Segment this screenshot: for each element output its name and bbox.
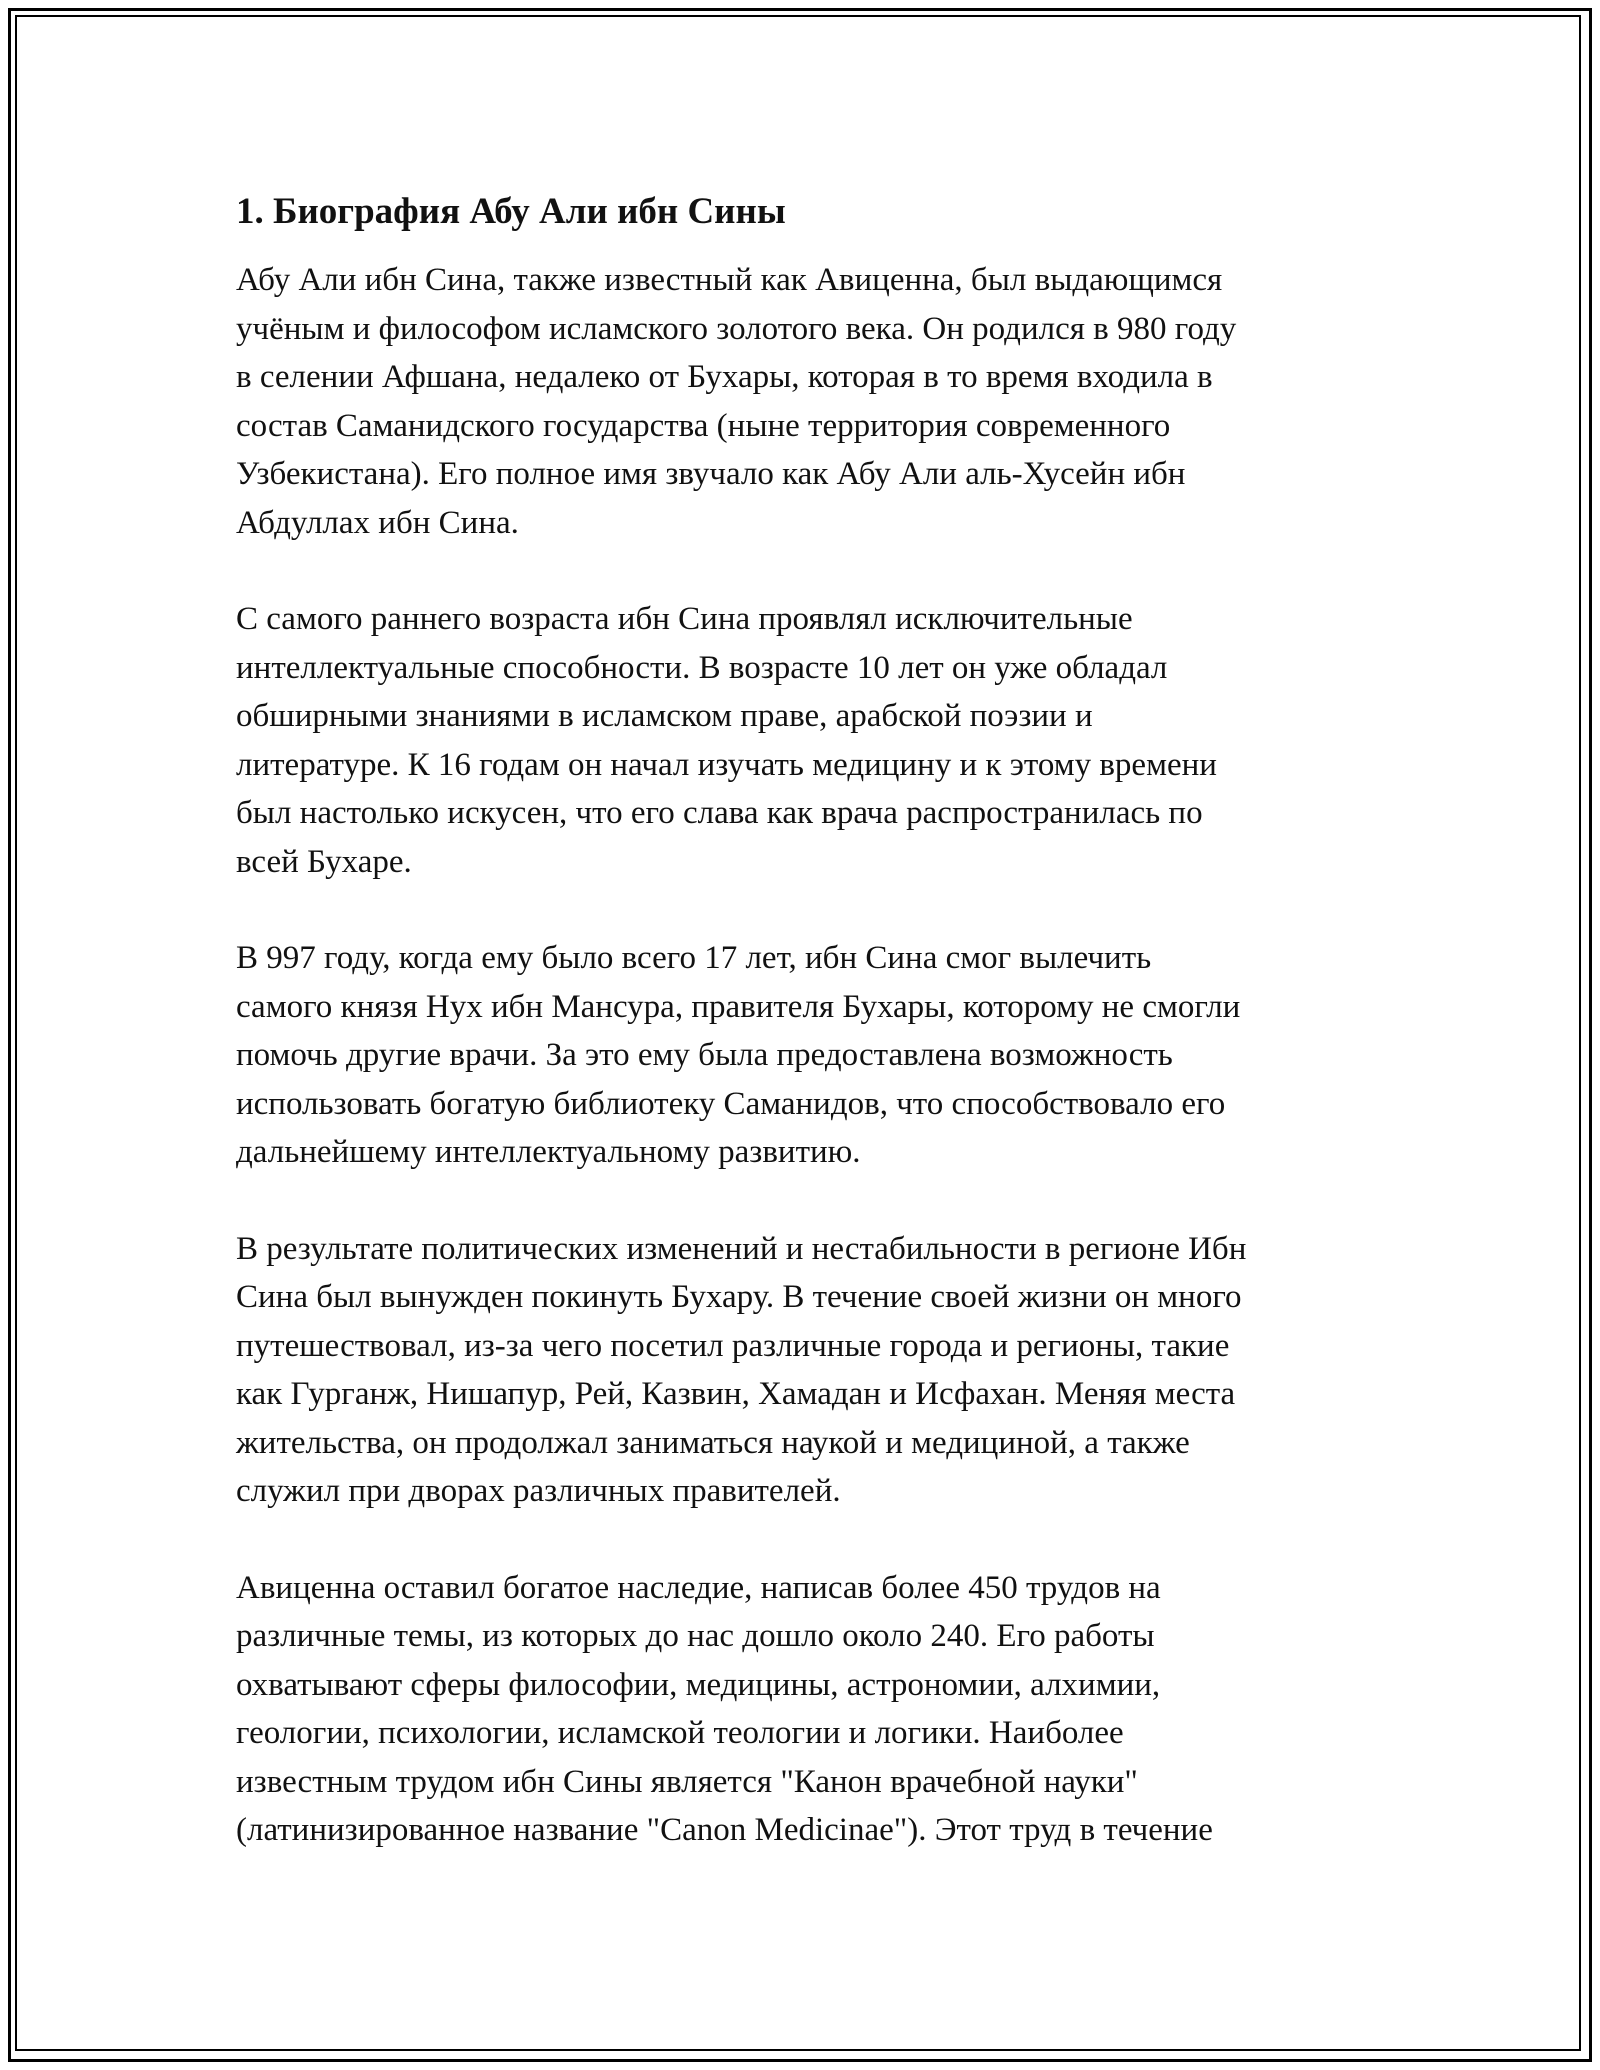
text-line: Авиценна оставил богатое наследие, написав более 450 трудов на (236, 1569, 1161, 1606)
paragraph-4 (236, 1225, 1366, 1516)
text-line: В результате политических изменений и нестабильности в регионе Ибн (236, 1230, 1247, 1267)
text-line: литературе. К 16 годам он начал изучать медицину и к этому времени (236, 746, 1217, 783)
text-line: охватывают сферы философии, медицины, астрономии, алхимии, (236, 1666, 1161, 1703)
text-line: учёным и философом исламского золотого века. Он родился в 980 году (236, 310, 1237, 347)
text-line: всей Бухаре. (236, 843, 412, 880)
text-line: состав Саманидского государства (ныне территория современного (236, 407, 1171, 444)
text-line: самого князя Нух ибн Мансура, правителя Бухары, которому не смогли (236, 988, 1241, 1025)
paragraph-3 (236, 934, 1366, 1177)
text-line: был настолько искусен, что его слава как врача распространилась по (236, 795, 1203, 831)
text-line: Узбекистана). Его полное имя звучало как Абу Али аль-Хусейн ибн (236, 456, 1186, 492)
text-line: Абу Али ибн Сина, также известный как Авиценна, был выдающимся (236, 262, 1223, 298)
text-line: как Гурганж, Нишапур, Рей, Казвин, Хамадан и Исфахан. Меняя места (236, 1376, 1236, 1412)
section-heading: 1. Биография Абу Али ибн Сины (236, 191, 786, 232)
text-line: жительства, он продолжал заниматься наукой и медициной, а также (236, 1424, 1190, 1461)
text-line: обширными знаниями в исламском праве, арабской поэзии и (236, 698, 1093, 734)
paragraph-1 (236, 256, 1366, 547)
paragraph-2 (236, 595, 1366, 886)
text-line: геологии, психологии, исламской теологии и логики. Наиболее (236, 1715, 1124, 1751)
text-line: С самого раннего возраста ибн Сина проявлял исключительные (236, 601, 1133, 637)
text-line: путешествовал, из-за чего посетил различные города и регионы, такие (236, 1327, 1230, 1364)
text-line: интеллектуальные способности. В возрасте 10 лет он уже обладал (236, 649, 1168, 686)
text-line: В 997 году, когда ему было всего 17 лет, ибн Сина смог вылечить (236, 940, 1152, 976)
document-body (236, 188, 1366, 1903)
text-line: (латинизированное название "Canon Medicinae"). Этот труд в течение (236, 1812, 1213, 1848)
text-line: служил при дворах различных правителей. (236, 1473, 841, 1509)
text-line: Сина был вынужден покинуть Бухару. В течение своей жизни он много (236, 1279, 1242, 1315)
text-line: Абдуллах ибн Сина. (236, 504, 519, 541)
text-line: помочь другие врачи. За это ему была предоставлена возможность (236, 1037, 1173, 1073)
paragraph-5 (236, 1564, 1366, 1855)
text-line: дальнейшему интеллектуальному развитию. (236, 1134, 861, 1170)
text-line: использовать богатую библиотеку Саманидов, что способствовало его (236, 1085, 1226, 1122)
text-line: в селении Афшана, недалеко от Бухары, которая в то время входила в (236, 359, 1213, 395)
text-line: известным трудом ибн Сины является "Канон врачебной науки" (236, 1763, 1138, 1800)
text-line: различные темы, из которых до нас дошло около 240. Его работы (236, 1618, 1155, 1654)
